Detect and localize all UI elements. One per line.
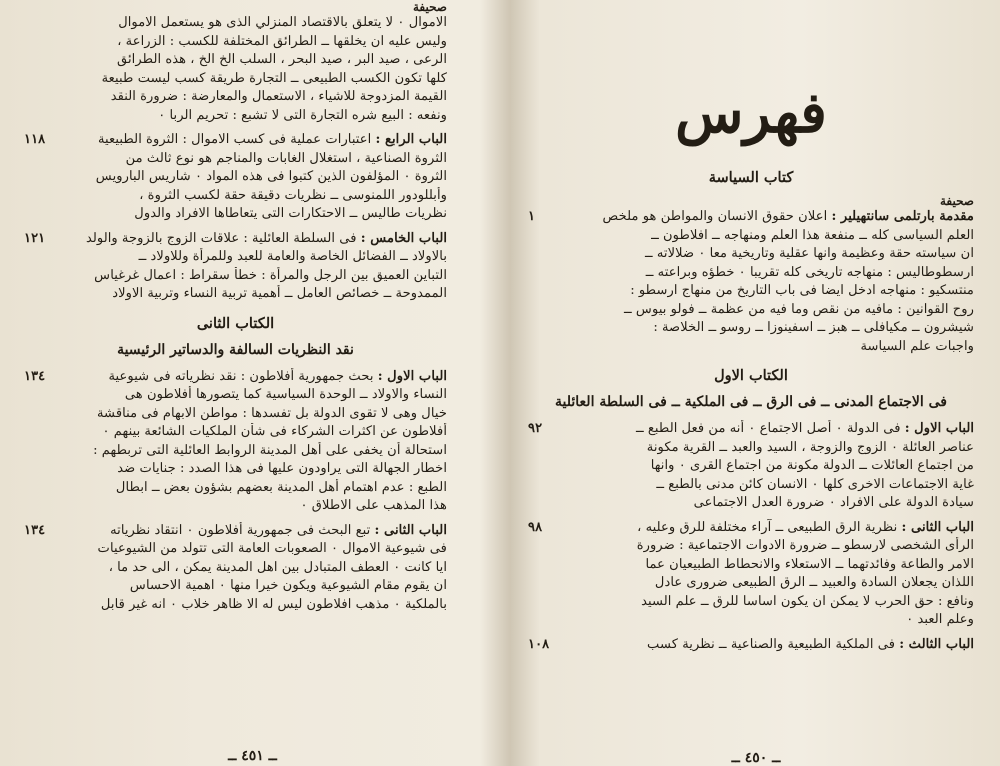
entry-line <box>24 168 447 187</box>
entry-text <box>101 596 447 615</box>
entry-line <box>24 479 447 498</box>
page-ref-number: ٩٢ <box>528 421 543 436</box>
entry-body: من اجتماع العائلات ــ الدولة مكونة من اجتماع القرى ٠ وانها <box>650 458 974 473</box>
entry-text <box>126 150 447 169</box>
index-entry <box>24 131 447 224</box>
chapter-label: الباب الخامس : <box>360 230 447 246</box>
page-number: ــ ٤٥١ ــ <box>228 748 277 764</box>
entry-body: سيادة الدولة على الافراد ٠ ضرورة العدل الاجتماعى <box>693 495 974 510</box>
index-entry <box>528 519 974 630</box>
entry-text <box>98 131 447 150</box>
entry-text <box>96 168 447 187</box>
entry-text <box>646 264 974 283</box>
entry-line <box>24 577 447 596</box>
entry-body: خيال وهى لا تقوى الدولة بل تفسدها : مواطن الابهام فى مناقشة <box>96 405 447 421</box>
entry-text <box>116 479 447 498</box>
entry-line <box>528 227 974 246</box>
entry-line <box>24 248 447 267</box>
entry-line <box>24 267 447 286</box>
entry-line <box>528 208 974 227</box>
entry-body: كلها تكون الكسب الطبيعى ــ التجارة طريقة كسب ليست طبيعة <box>101 70 447 86</box>
entry-line <box>24 150 447 169</box>
entry-body: ان يقوم مقام الشيوعية ويكون خيرا منها ٠ اهمية الاحساس <box>129 578 447 593</box>
entry-body: نظرية الرق الطبيعى ــ آراء مختلفة للرق وعليه ، <box>637 519 898 535</box>
entry-text <box>118 14 447 33</box>
index-entries <box>24 14 447 304</box>
right-page <box>512 0 1000 766</box>
entry-line <box>24 442 447 461</box>
chapter-label: الباب الاول : <box>904 421 974 436</box>
entry-text <box>645 556 974 575</box>
entry-line <box>528 593 974 612</box>
entry-text <box>111 88 447 107</box>
entry-body: واجبات علم السياسة <box>860 338 974 354</box>
book-title: كتاب السياسة <box>708 169 794 186</box>
entry-line <box>24 88 447 107</box>
entry-body: روح القوانين : مافيه من نقص وما فيه من عظمة ــ فولو بيوس ــ <box>624 301 974 317</box>
entry-text <box>656 476 974 495</box>
entry-body: ايا كانت ٠ العطف المتبادل بين اهل المدينة يمكن ، الى حد ما ، <box>108 559 447 575</box>
entry-line <box>528 537 974 556</box>
page-ref-number: ٩٨ <box>528 519 543 535</box>
entry-line <box>24 33 447 52</box>
entry-line <box>528 457 974 476</box>
entry-body: وأبللودور اللمنوسى ــ نظريات دقيقة حقة لكسب الثروة ، <box>139 187 447 203</box>
entry-body: نظريات طاليس ــ الاحتكارات التى يتعاطاها الافراد والدول <box>134 206 447 221</box>
book-title: الكتاب الاول <box>714 367 788 384</box>
entry-line <box>528 574 974 593</box>
entry-text <box>125 386 447 405</box>
index-entry <box>528 420 974 513</box>
entry-text <box>139 187 447 206</box>
entry-body: اعتبارات عملية فى كسب الاموال : الثروة الطبيعية <box>97 132 372 147</box>
entry-line <box>528 476 974 495</box>
entry-body: ونافع : حق الحرب لا يمكن ان يكون اساسا للرق ــ علم السيد <box>641 593 974 609</box>
entry-body: الاموال ٠ لا يتعلق بالاقتصاد المنزلي الذى هو يستعمل الاموال <box>118 15 447 30</box>
entry-line <box>528 556 974 575</box>
index-entry <box>24 522 447 615</box>
index-entry <box>24 368 447 516</box>
entry-body: النساء والاولاد ــ الوحدة السياسية كما يتصورها أفلاطون هى <box>124 387 447 402</box>
entry-body: ونفعه : البيع شره التجارة التى لا تشبع : تحريم الربا ٠ <box>158 107 447 123</box>
entry-line <box>24 70 447 89</box>
entry-body: فى شيوعية الاموال ٠ الصعوبات العامة التى تتولد من الشيوعيات <box>97 541 447 556</box>
entry-line <box>528 611 974 630</box>
entry-line <box>24 230 447 249</box>
page-column-header: صحيفة <box>939 194 974 208</box>
entry-line <box>24 497 447 516</box>
entry-body: اخطار الجهالة التى يراودون عليها فى هذا الصدد : جنايات ضد <box>117 461 447 476</box>
entry-body: التباين العميق بين الرجل والمرأة : خطأ سقراط : اعمال غرغياس <box>94 267 447 283</box>
entry-line <box>24 596 447 615</box>
entry-body: وعلم العبد ٠ <box>906 612 974 627</box>
entry-text <box>102 70 447 89</box>
entry-body: شيشرون ــ مكيافلى ــ هبز ــ اسفينوزا ــ روسو ــ الخلاصة : <box>653 320 974 335</box>
entry-text <box>102 423 447 442</box>
entry-body: فى السلطة العائلية : علاقات الزوج بالزوجة والولد <box>85 230 357 246</box>
entry-text <box>117 33 447 52</box>
entry-text <box>97 405 447 424</box>
entry-text <box>112 285 447 304</box>
entry-text <box>636 420 974 439</box>
page-ref-number: ١٣٤ <box>24 522 46 538</box>
entry-text <box>139 248 447 267</box>
entry-body: الثروة ٠ المؤلفون الذين كتبوا فى هذه المواد ٠ شاريس البارويس <box>95 169 447 184</box>
entry-body: استحالة أن يخفى على أهل المدينة الروابط العائلية التى تربطهم : <box>93 442 447 458</box>
entry-line <box>528 245 974 264</box>
entry-line <box>24 107 447 126</box>
entry-line <box>24 405 447 424</box>
entry-body: العلم السياسى كله ــ منفعة هذا العلم ومنهاجه ــ افلاطون ــ <box>651 227 974 243</box>
index-entry <box>528 636 974 655</box>
entry-line <box>528 282 974 301</box>
entry-body: فى الملكية الطبيعية والصناعية ــ نظرية كسب <box>647 636 895 652</box>
entry-body: الامر والطاعة وفائدتهما ــ الاستعلاء والانحطاط الطبيعيان عما <box>645 556 974 572</box>
entry-text <box>130 577 447 596</box>
entry-body: الثروة الصناعية ، استغلال الغابات والمناجم هو نوع ثالث من <box>125 150 447 166</box>
entry-line <box>24 386 447 405</box>
entry-text <box>300 497 447 516</box>
entry-line <box>528 420 974 439</box>
entry-text <box>86 230 447 249</box>
chapter-label: الباب الثانى : <box>901 519 974 535</box>
book-subtitle: فى الاجتماع المدنى ــ فى الرق ــ فى الملكية ــ فى السلطة العائلية <box>555 394 947 410</box>
entry-body: أفلاطون عن اكثرات الشركاء فى شأن الملكيات الشائعة بينهم ٠ <box>102 424 447 439</box>
entry-line <box>24 423 447 442</box>
entry-text <box>694 494 974 513</box>
page-ref-number: ١٢١ <box>24 230 46 246</box>
index-entries <box>528 208 974 356</box>
entry-line <box>24 205 447 224</box>
entry-line <box>24 285 447 304</box>
entry-text <box>906 611 974 630</box>
entry-body: بالملكية ٠ مذهب افلاطون ليس له الا ظاهر خلاب ٠ انه غير قابل <box>100 596 447 612</box>
chapter-label: مقدمة بارتلمى سانتهيلير : <box>831 209 974 224</box>
entry-body: بحث جمهورية أفلاطون : نقد نظرياته فى شيوعية <box>108 368 374 384</box>
entry-text <box>117 460 447 479</box>
entry-body: تبع البحث فى جمهورية أفلاطون ٠ انتقاد نظرياته <box>110 522 371 538</box>
index-entry <box>24 230 447 304</box>
book-subtitle: نقد النظريات السالفة والدساتير الرئيسية <box>117 341 354 358</box>
entry-body: هذا المذهب على الاطلاق ٠ <box>300 498 447 513</box>
entry-line <box>528 494 974 513</box>
entry-body: الرأى الشخصى لارسطو ــ ضرورة الادوات الاجتماعية : ضرورة <box>636 538 974 553</box>
entry-text <box>134 205 447 224</box>
entry-line <box>528 519 974 538</box>
entry-text <box>860 338 974 357</box>
entry-body: منتسكيو : منهاجه ادخل ايضا فى باب التاريخ من منهاج ارسطو : <box>630 283 974 298</box>
entry-line <box>528 338 974 357</box>
entry-text <box>653 319 974 338</box>
chapter-label: الباب الثالث : <box>899 636 974 652</box>
entry-text <box>647 636 974 655</box>
chapter-label: الباب الرابع : <box>375 132 447 147</box>
entry-line <box>24 559 447 578</box>
entry-text <box>108 368 447 387</box>
page-ref-number: ١٣٤ <box>24 368 46 384</box>
entry-line <box>24 131 447 150</box>
entry-text <box>637 519 974 538</box>
entry-text <box>651 457 974 476</box>
entry-text <box>93 442 447 461</box>
entry-line <box>528 636 974 655</box>
entry-line <box>24 522 447 541</box>
entry-body: ان سياسته حقة وعظيمة وانها عقلية وتاريخية معا ٠ ضلالاته ــ <box>644 246 974 261</box>
entry-text <box>98 540 447 559</box>
entry-line <box>24 368 447 387</box>
entry-line <box>24 460 447 479</box>
entry-text <box>637 537 974 556</box>
entry-body: اللذان يجعلان السادة والعبيد ــ الرق الطبيعى ضرورى عادل <box>654 575 974 590</box>
entry-text <box>630 282 974 301</box>
index-title: فهرس <box>675 80 827 146</box>
entry-body: ارسطوطاليس : منهاجه تاريخى كله تقريبا ٠ خطؤه وبراعته ــ <box>645 264 974 280</box>
entry-text <box>647 439 974 458</box>
page-ref-number: ١٠٨ <box>528 636 550 652</box>
index-entries <box>24 368 447 615</box>
entry-line <box>528 264 974 283</box>
entry-line <box>528 301 974 320</box>
entry-line <box>528 319 974 338</box>
page-column-header: صحيفة <box>412 0 447 14</box>
index-entry <box>24 14 447 125</box>
entry-text <box>117 51 447 70</box>
entry-body: القيمة المزدوجة للاشياء ، الاستعمال والمعارضة : ضرورة النقد <box>110 89 447 104</box>
entry-body: الممدوحة ــ خصائص العامل ــ أهمية تربية النساء وتربية الاولاد <box>112 286 447 301</box>
entry-line <box>24 14 447 33</box>
entry-text <box>641 593 974 612</box>
entry-body: فى الدولة ٠ أصل الاجتماع ٠ أنه من فعل الطبع ــ <box>635 421 901 436</box>
index-entry <box>528 208 974 356</box>
book-title: الكتاب الثانى <box>196 314 275 332</box>
entry-body: غاية الاجتماعات الاخرى كلها ٠ الانسان كائن مدنى بالطبع ــ <box>656 476 974 492</box>
entry-text <box>109 559 447 578</box>
chapter-label: الباب الاول : <box>377 368 447 384</box>
entry-text <box>110 522 447 541</box>
entry-text <box>624 301 974 320</box>
index-entries <box>528 420 974 654</box>
entry-body: اعلان حقوق الانسان والمواطن هو ملخص <box>602 209 828 224</box>
entry-text <box>94 267 447 286</box>
entry-body: الرعى ، صيد البر ، صيد البحر ، السلب الخ الخ ، هذه الطرائق <box>117 52 447 67</box>
page-number: ــ ٤٥٠ ــ <box>731 750 781 766</box>
entry-text <box>655 574 974 593</box>
page-ref-number: ١ <box>528 209 536 224</box>
entry-body: الطبع : عدم اهتمام أهل المدينة بعضهم بشؤون بعض ــ ابطال <box>115 479 447 495</box>
entry-line <box>24 540 447 559</box>
entry-body: وليس عليه ان يخلقها ــ الطرائق المختلفة للكسب : الزراعة ، <box>117 33 447 49</box>
entry-line <box>24 187 447 206</box>
entry-body: عناصر العائلة ٠ الزوج والزوجة ، السيد والعبد ــ القرية مكونة <box>646 439 974 455</box>
entry-line <box>24 51 447 70</box>
entry-body: بالاولاد ــ الفضائل الخاصة والعامة للعبد وللمرأة وللاولاد ــ <box>138 249 447 264</box>
chapter-label: الباب الثانى : <box>374 522 447 538</box>
entry-text <box>602 208 974 227</box>
entry-text <box>651 227 974 246</box>
entry-line <box>528 439 974 458</box>
page-ref-number: ١١٨ <box>24 132 46 147</box>
entry-text <box>645 245 974 264</box>
entry-text <box>158 107 447 126</box>
